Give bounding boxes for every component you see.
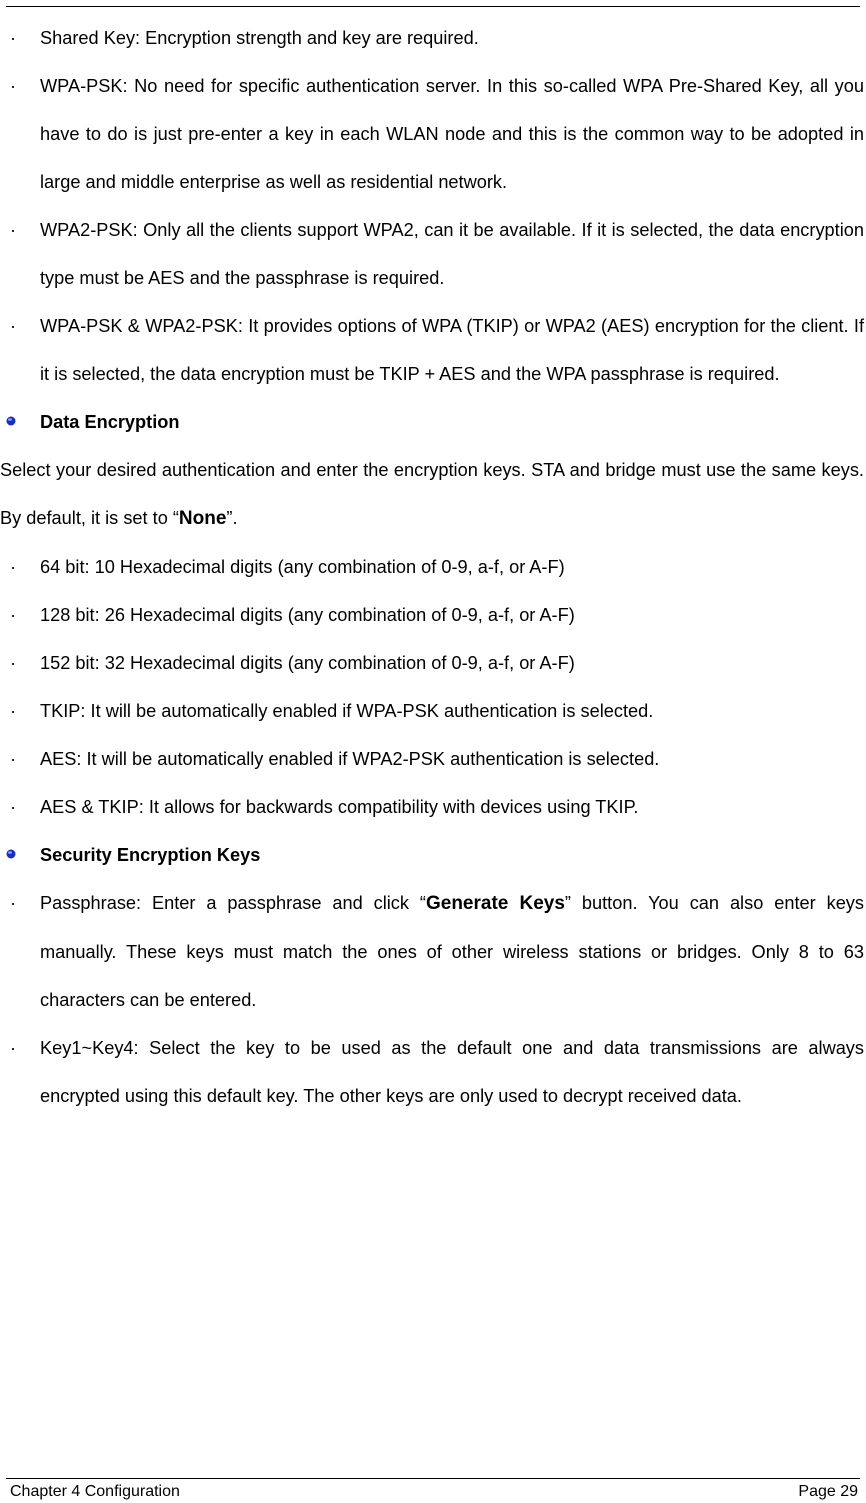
list-item bbox=[0, 591, 866, 639]
section-heading-text: Security Encryption Keys bbox=[40, 845, 261, 865]
generate-keys-label: Generate Keys bbox=[425, 893, 565, 914]
list-item-text: Shared Key: Encryption strength and key are required. bbox=[40, 28, 479, 48]
bullet-dot: · bbox=[9, 653, 17, 673]
list-item-text-end: ” button. You can also enter keys manually. These keys must match the ones of other wireless stations or bridges. Only 8 to 63 characters can be entered. bbox=[40, 893, 864, 1010]
list-item-text: WPA-PSK: No need for specific authentication server. In this so-called WPA Pre-Shared Key, all you have to do is just pre-enter a key in each WLAN node and this is the common way to be adopted in large and middle enterprise as well as residential network. bbox=[40, 76, 864, 192]
footer-page-number: Page 29 bbox=[798, 1483, 858, 1500]
footer-rule bbox=[6, 1478, 860, 1479]
list-item bbox=[0, 687, 866, 735]
list-item-text: 152 bit: 32 Hexadecimal digits (any combination of 0-9, a-f, or A-F) bbox=[40, 653, 575, 673]
list-item-text: 128 bit: 26 Hexadecimal digits (any combination of 0-9, a-f, or A-F) bbox=[40, 605, 575, 625]
intro-text-end: ”. bbox=[226, 508, 238, 528]
list-item-text: TKIP: It will be automatically enabled if WPA-PSK authentication is selected. bbox=[40, 701, 654, 721]
bullet-dot: · bbox=[9, 749, 17, 769]
list-item bbox=[0, 62, 866, 206]
list-item bbox=[0, 206, 866, 302]
bullet-dot: · bbox=[9, 316, 17, 336]
list-item-text: WPA2-PSK: Only all the clients support WPA2, can it be available. If it is selected, the data encryption type must be AES and the passphrase is required. bbox=[40, 220, 864, 288]
bullet-dot: · bbox=[9, 557, 17, 577]
list-item bbox=[0, 543, 866, 591]
bullet-dot: · bbox=[9, 797, 17, 817]
list-item bbox=[0, 302, 866, 398]
intro-paragraph bbox=[0, 446, 866, 543]
section-heading-data-encryption bbox=[0, 398, 866, 446]
section-heading-security-keys bbox=[0, 831, 866, 879]
bullet-dot: · bbox=[9, 28, 17, 48]
default-value: None bbox=[178, 508, 227, 529]
bullet-dot: · bbox=[9, 220, 17, 240]
document-body bbox=[0, 14, 866, 1120]
bullet-dot: · bbox=[9, 605, 17, 625]
list-item bbox=[0, 735, 866, 783]
list-item bbox=[0, 14, 866, 62]
list-item-text: AES & TKIP: It allows for backwards compatibility with devices using TKIP. bbox=[40, 797, 639, 817]
bullet-dot: · bbox=[9, 701, 17, 721]
footer-chapter: Chapter 4 Configuration bbox=[10, 1483, 180, 1500]
list-item-text: Passphrase: Enter a passphrase and click “ bbox=[40, 893, 426, 913]
bullet-dot: · bbox=[9, 1038, 17, 1058]
list-item bbox=[0, 1024, 866, 1120]
section-heading-text: Data Encryption bbox=[40, 412, 180, 432]
intro-text: Select your desired authentication and enter the encryption keys. STA and bridge must use the same keys. By default, it is set to “ bbox=[0, 460, 864, 528]
list-item-text: AES: It will be automatically enabled if WPA2-PSK authentication is selected. bbox=[40, 749, 660, 769]
list-item-text: 64 bit: 10 Hexadecimal digits (any combination of 0-9, a-f, or A-F) bbox=[40, 557, 565, 577]
bullet-dot: · bbox=[9, 76, 17, 96]
header-rule bbox=[6, 6, 860, 7]
bullet-dot: · bbox=[9, 893, 17, 913]
blue-disc-icon bbox=[6, 849, 16, 859]
list-item-text: Key1~Key4: Select the key to be used as the default one and data transmissions are always encrypted using this default key. The other keys are only used to decrypt received data. bbox=[40, 1038, 864, 1106]
list-item bbox=[0, 879, 866, 1024]
list-item bbox=[0, 639, 866, 687]
list-item bbox=[0, 783, 866, 831]
blue-disc-icon bbox=[6, 416, 16, 426]
list-item-text: WPA-PSK & WPA2-PSK: It provides options of WPA (TKIP) or WPA2 (AES) encryption for the client. If it is selected, the data encryption must be TKIP + AES and the WPA passphrase is required. bbox=[40, 316, 864, 384]
